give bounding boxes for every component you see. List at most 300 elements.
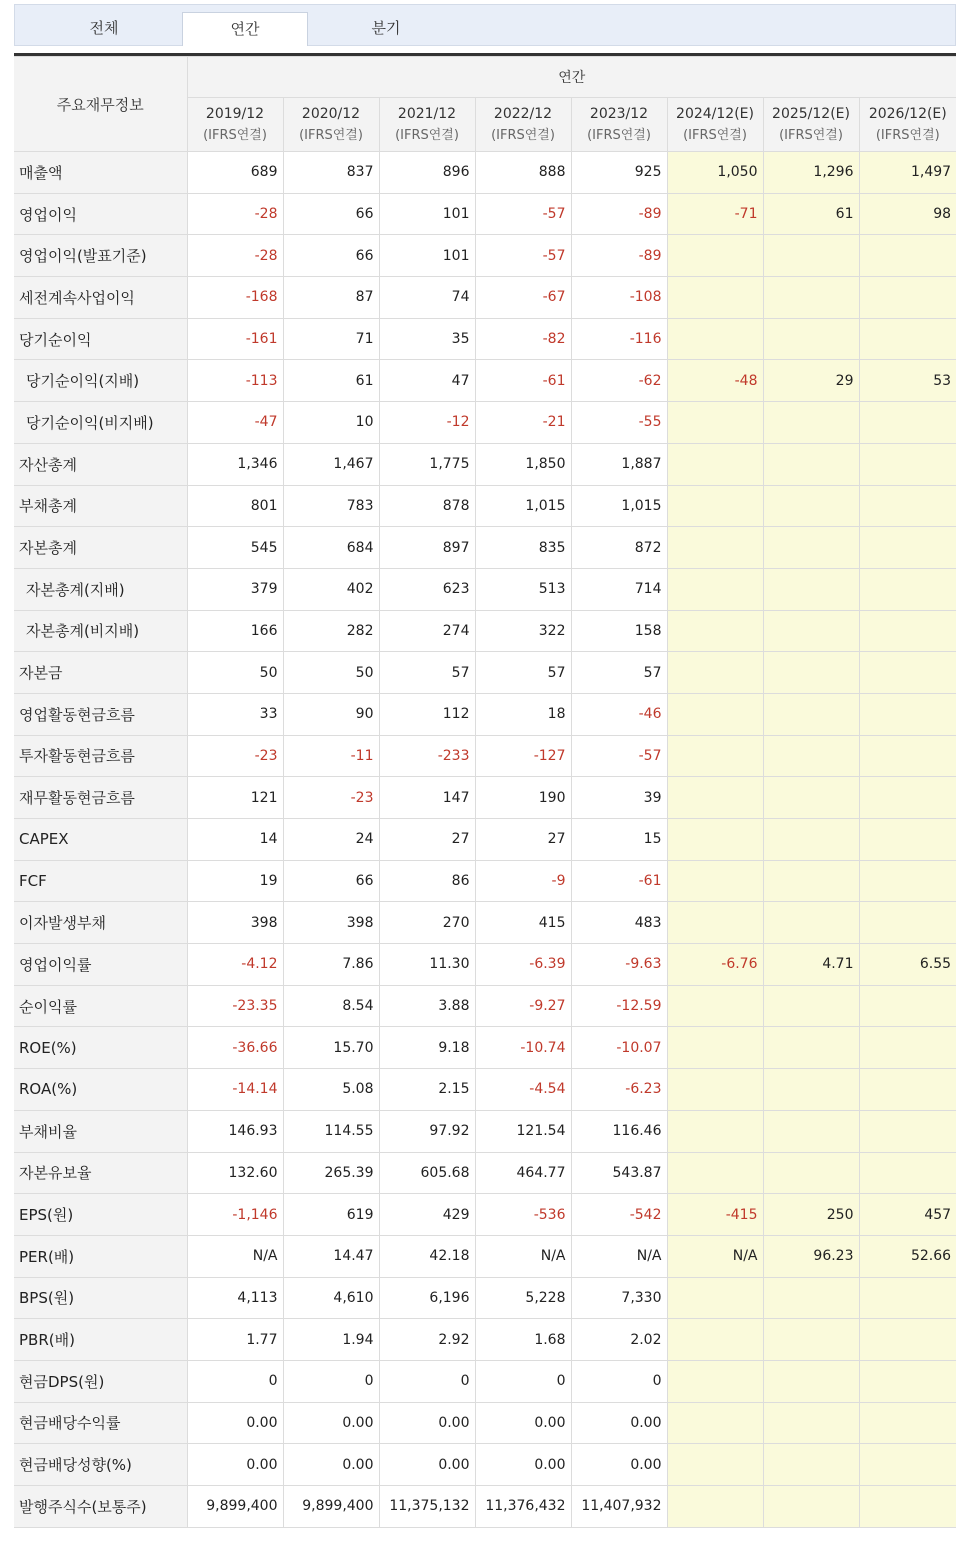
tab-quarterly[interactable]: 분기 (371, 19, 401, 37)
table-cell: 837 (283, 152, 379, 194)
table-cell: -4.12 (187, 944, 283, 986)
table-cell (859, 860, 956, 902)
table-cell: 415 (475, 902, 571, 944)
table-cell: -4.54 (475, 1069, 571, 1111)
table-cell: 190 (475, 777, 571, 819)
table-cell: -46 (571, 693, 667, 735)
table-row (14, 1069, 956, 1111)
table-cell (763, 693, 859, 735)
table-cell: 270 (379, 902, 475, 944)
table-cell: 61 (763, 193, 859, 235)
row-label: FCF (14, 860, 187, 902)
table-cell (763, 1277, 859, 1319)
table-row (14, 1235, 956, 1277)
table-cell: 6.55 (859, 944, 956, 986)
table-cell (859, 1110, 956, 1152)
column-basis: (IFRS연결) (203, 127, 267, 143)
table-cell: 66 (283, 193, 379, 235)
table-cell: -9.63 (571, 944, 667, 986)
column-basis: (IFRS연결) (395, 127, 459, 143)
column-header (379, 98, 475, 152)
table-cell: 87 (283, 277, 379, 319)
table-cell (667, 777, 763, 819)
table-cell: 116.46 (571, 1110, 667, 1152)
table-cell: 0.00 (475, 1444, 571, 1486)
table-cell: 322 (475, 610, 571, 652)
column-header (283, 98, 379, 152)
table-cell: 121 (187, 777, 283, 819)
table-row (14, 902, 956, 944)
column-header (475, 98, 571, 152)
table-cell: 402 (283, 568, 379, 610)
table-cell: -61 (571, 860, 667, 902)
table-cell: 543.87 (571, 1152, 667, 1194)
row-label: 영업활동현금흐름 (14, 693, 187, 735)
table-cell (763, 443, 859, 485)
table-cell: -67 (475, 277, 571, 319)
table-cell: 4,113 (187, 1277, 283, 1319)
table-cell (859, 693, 956, 735)
column-basis: (IFRS연결) (587, 127, 651, 143)
table-cell: -168 (187, 277, 283, 319)
table-cell: 274 (379, 610, 475, 652)
table-row (14, 1110, 956, 1152)
row-label: 이자발생부채 (14, 902, 187, 944)
table-cell: -9.27 (475, 985, 571, 1027)
table-cell (763, 1486, 859, 1528)
table-cell (763, 860, 859, 902)
row-label: 현금배당수익률 (14, 1402, 187, 1444)
table-cell: 0.00 (283, 1402, 379, 1444)
table-cell: -89 (571, 235, 667, 277)
table-cell: 14.47 (283, 1235, 379, 1277)
table-cell: 47 (379, 360, 475, 402)
table-cell (667, 235, 763, 277)
table-cell (763, 1152, 859, 1194)
table-cell: N/A (475, 1235, 571, 1277)
table-cell (667, 1110, 763, 1152)
table-cell: -6.23 (571, 1069, 667, 1111)
row-label: 영업이익 (14, 193, 187, 235)
column-period: 2023/12 (589, 105, 649, 122)
table-row (14, 1444, 956, 1486)
row-label: PBR(배) (14, 1319, 187, 1361)
table-cell: 1.68 (475, 1319, 571, 1361)
table-cell: 52.66 (859, 1235, 956, 1277)
table-cell: 19 (187, 860, 283, 902)
table-cell (667, 985, 763, 1027)
table-cell (763, 1027, 859, 1069)
table-cell: -23 (187, 735, 283, 777)
table-cell: 4,610 (283, 1277, 379, 1319)
table-cell: 1,296 (763, 152, 859, 194)
table-cell: -113 (187, 360, 283, 402)
table-cell: 925 (571, 152, 667, 194)
table-cell (763, 402, 859, 444)
column-basis: (IFRS연결) (875, 127, 940, 143)
table-cell: 10 (283, 402, 379, 444)
table-cell: 878 (379, 485, 475, 527)
table-cell: 146.93 (187, 1110, 283, 1152)
table-cell: 166 (187, 610, 283, 652)
table-cell: 66 (283, 235, 379, 277)
table-cell (859, 610, 956, 652)
column-basis: (IFRS연결) (779, 127, 843, 143)
table-cell: 147 (379, 777, 475, 819)
table-cell (859, 1027, 956, 1069)
table-cell: 250 (763, 1194, 859, 1236)
row-label: 재무활동현금흐름 (14, 777, 187, 819)
table-cell: 11,407,932 (571, 1486, 667, 1528)
column-period: 2021/12 (397, 105, 457, 122)
table-cell: 623 (379, 568, 475, 610)
table-row (14, 819, 956, 861)
tab-annual[interactable]: 연간 (182, 12, 308, 46)
table-cell (763, 1319, 859, 1361)
table-cell: 11,375,132 (379, 1486, 475, 1528)
table-cell: -23.35 (187, 985, 283, 1027)
table-cell (859, 902, 956, 944)
table-cell (763, 1444, 859, 1486)
table-cell: 1,346 (187, 443, 283, 485)
table-cell: -542 (571, 1194, 667, 1236)
table-cell: 1,015 (571, 485, 667, 527)
table-cell: -10.74 (475, 1027, 571, 1069)
table-cell (763, 1402, 859, 1444)
table-cell (859, 1402, 956, 1444)
table-cell (763, 610, 859, 652)
table-cell (667, 1152, 763, 1194)
table-cell (859, 318, 956, 360)
table-cell: 0.00 (571, 1444, 667, 1486)
table-cell: 74 (379, 277, 475, 319)
table-cell: -233 (379, 735, 475, 777)
row-label: 매출액 (14, 152, 187, 194)
column-basis: (IFRS연결) (491, 127, 555, 143)
row-label: ROE(%) (14, 1027, 187, 1069)
row-label: PER(배) (14, 1235, 187, 1277)
table-cell: 457 (859, 1194, 956, 1236)
column-period: 2026/12(E) (868, 105, 947, 122)
table-row (14, 1277, 956, 1319)
table-cell: 98 (859, 193, 956, 235)
table-cell (859, 652, 956, 694)
table-cell: 9,899,400 (283, 1486, 379, 1528)
table-cell: 33 (187, 693, 283, 735)
table-cell: 0 (571, 1360, 667, 1402)
table-cell (859, 235, 956, 277)
table-cell: 6,196 (379, 1277, 475, 1319)
table-cell (667, 693, 763, 735)
column-header (859, 98, 956, 152)
table-cell: 689 (187, 152, 283, 194)
table-cell: 86 (379, 860, 475, 902)
table-row (14, 1027, 956, 1069)
row-label: 자본총계(지배) (14, 568, 187, 610)
table-cell (859, 1360, 956, 1402)
table-row (14, 1402, 956, 1444)
table-cell: 1,467 (283, 443, 379, 485)
table-cell (763, 902, 859, 944)
table-cell: -415 (667, 1194, 763, 1236)
table-cell: 398 (187, 902, 283, 944)
table-cell (667, 819, 763, 861)
table-cell: -47 (187, 402, 283, 444)
table-cell: 1,497 (859, 152, 956, 194)
table-cell (859, 277, 956, 319)
table-row (14, 277, 956, 319)
table-cell: 3.88 (379, 985, 475, 1027)
tab-all[interactable]: 전체 (89, 19, 119, 37)
table-cell (859, 1069, 956, 1111)
table-cell: -21 (475, 402, 571, 444)
table-cell (763, 735, 859, 777)
table-cell (859, 485, 956, 527)
table-row (14, 402, 956, 444)
table-cell: -57 (475, 235, 571, 277)
table-cell: 90 (283, 693, 379, 735)
table-cell (667, 318, 763, 360)
table-row (14, 1360, 956, 1402)
table-cell: 7.86 (283, 944, 379, 986)
row-label: 세전계속사업이익 (14, 277, 187, 319)
row-label: BPS(원) (14, 1277, 187, 1319)
table-cell: -71 (667, 193, 763, 235)
table-cell: 132.60 (187, 1152, 283, 1194)
table-cell (667, 568, 763, 610)
table-cell: 888 (475, 152, 571, 194)
table-cell: 801 (187, 485, 283, 527)
table-cell: 101 (379, 235, 475, 277)
table-cell: 872 (571, 527, 667, 569)
row-label: 현금DPS(원) (14, 1360, 187, 1402)
table-cell: N/A (187, 1235, 283, 1277)
table-cell: -57 (571, 735, 667, 777)
column-header (763, 98, 859, 152)
table-cell: -108 (571, 277, 667, 319)
table-cell (667, 1277, 763, 1319)
table-row (14, 735, 956, 777)
table-cell: 5.08 (283, 1069, 379, 1111)
table-cell (763, 985, 859, 1027)
table-row (14, 693, 956, 735)
table-cell (763, 318, 859, 360)
table-cell (859, 819, 956, 861)
table-cell: 27 (379, 819, 475, 861)
table-cell: -28 (187, 235, 283, 277)
table-cell: 835 (475, 527, 571, 569)
table-row (14, 777, 956, 819)
table-cell: 101 (379, 193, 475, 235)
table-cell (859, 527, 956, 569)
table-cell: -6.76 (667, 944, 763, 986)
table-cell: -9 (475, 860, 571, 902)
table-cell (763, 819, 859, 861)
column-basis: (IFRS연결) (299, 127, 363, 143)
table-cell (859, 1277, 956, 1319)
table-cell: 282 (283, 610, 379, 652)
column-period: 2020/12 (301, 105, 361, 122)
table-cell (667, 610, 763, 652)
table-cell (667, 1486, 763, 1528)
table-cell: -28 (187, 193, 283, 235)
table-cell (763, 652, 859, 694)
table-cell: -23 (283, 777, 379, 819)
table-cell: 14 (187, 819, 283, 861)
table-cell (763, 277, 859, 319)
table-cell: 9,899,400 (187, 1486, 283, 1528)
table-cell: 15.70 (283, 1027, 379, 1069)
table-cell: 1,050 (667, 152, 763, 194)
table-row (14, 985, 956, 1027)
table-cell: -48 (667, 360, 763, 402)
row-label: EPS(원) (14, 1194, 187, 1236)
table-row (14, 1319, 956, 1361)
column-basis: (IFRS연결) (683, 127, 747, 143)
table-cell: 0.00 (283, 1444, 379, 1486)
row-header-title: 주요재무정보 (14, 57, 187, 152)
table-cell (667, 652, 763, 694)
table-cell: 0 (187, 1360, 283, 1402)
table-row (14, 318, 956, 360)
table-cell: -1,146 (187, 1194, 283, 1236)
column-period: 2019/12 (205, 105, 265, 122)
table-cell: 783 (283, 485, 379, 527)
column-period: 2024/12(E) (676, 105, 754, 122)
row-label: 당기순이익(비지배) (14, 402, 187, 444)
table-row (14, 152, 956, 194)
row-label: 영업이익률 (14, 944, 187, 986)
table-cell: 39 (571, 777, 667, 819)
table-cell: -89 (571, 193, 667, 235)
row-label: 자본총계 (14, 527, 187, 569)
table-cell: 513 (475, 568, 571, 610)
table-cell (763, 568, 859, 610)
table-cell: 605.68 (379, 1152, 475, 1194)
table-cell: 379 (187, 568, 283, 610)
table-cell (859, 1486, 956, 1528)
table-cell (763, 485, 859, 527)
table-cell: 2.15 (379, 1069, 475, 1111)
table-cell: 53 (859, 360, 956, 402)
column-header (187, 98, 283, 152)
table-cell: 483 (571, 902, 667, 944)
table-cell: -12 (379, 402, 475, 444)
table-cell: 11.30 (379, 944, 475, 986)
table-row (14, 1152, 956, 1194)
table-cell (667, 527, 763, 569)
table-cell: -116 (571, 318, 667, 360)
table-cell (859, 985, 956, 1027)
table-cell: 0.00 (571, 1402, 667, 1444)
table-cell: 7,330 (571, 1277, 667, 1319)
table-cell: 114.55 (283, 1110, 379, 1152)
table-cell: -6.39 (475, 944, 571, 986)
table-row (14, 360, 956, 402)
table-cell (667, 1402, 763, 1444)
table-cell (859, 735, 956, 777)
table-cell (859, 402, 956, 444)
table-cell (763, 1110, 859, 1152)
table-cell: 1.94 (283, 1319, 379, 1361)
table-cell: 42.18 (379, 1235, 475, 1277)
table-cell (859, 1152, 956, 1194)
table-cell: 0.00 (187, 1402, 283, 1444)
table-cell: 15 (571, 819, 667, 861)
table-cell: -12.59 (571, 985, 667, 1027)
table-cell: 4.71 (763, 944, 859, 986)
table-cell (763, 777, 859, 819)
row-label: 현금배당성향(%) (14, 1444, 187, 1486)
period-tabs (14, 4, 956, 46)
table-cell: 61 (283, 360, 379, 402)
table-cell: N/A (571, 1235, 667, 1277)
table-cell: 1,775 (379, 443, 475, 485)
table-cell: 158 (571, 610, 667, 652)
table-cell: 464.77 (475, 1152, 571, 1194)
row-label: ROA(%) (14, 1069, 187, 1111)
table-row (14, 443, 956, 485)
table-row (14, 1194, 956, 1236)
table-cell: 97.92 (379, 1110, 475, 1152)
table-cell: -36.66 (187, 1027, 283, 1069)
table-cell (667, 485, 763, 527)
row-label: 자본총계(비지배) (14, 610, 187, 652)
table-row (14, 860, 956, 902)
table-cell: 1.77 (187, 1319, 283, 1361)
table-cell (763, 235, 859, 277)
table-cell: 50 (283, 652, 379, 694)
table-cell: 57 (571, 652, 667, 694)
table-cell: 429 (379, 1194, 475, 1236)
row-label: CAPEX (14, 819, 187, 861)
table-cell: -61 (475, 360, 571, 402)
table-cell: 0.00 (379, 1402, 475, 1444)
table-cell: 57 (379, 652, 475, 694)
table-cell: 896 (379, 152, 475, 194)
row-label: 자본금 (14, 652, 187, 694)
table-cell: 27 (475, 819, 571, 861)
table-cell (667, 1444, 763, 1486)
table-cell: -536 (475, 1194, 571, 1236)
table-cell: 0 (379, 1360, 475, 1402)
table-cell: 0 (283, 1360, 379, 1402)
table-cell: 1,887 (571, 443, 667, 485)
table-cell: -10.07 (571, 1027, 667, 1069)
table-cell: 2.92 (379, 1319, 475, 1361)
row-label: 자산총계 (14, 443, 187, 485)
table-cell: 684 (283, 527, 379, 569)
table-row (14, 944, 956, 986)
row-label: 당기순이익 (14, 318, 187, 360)
row-label: 영업이익(발표기준) (14, 235, 187, 277)
financial-summary-table (14, 56, 956, 1528)
table-cell: 0.00 (475, 1402, 571, 1444)
table-cell (859, 1444, 956, 1486)
table-row (14, 485, 956, 527)
table-cell (859, 1319, 956, 1361)
table-cell: 619 (283, 1194, 379, 1236)
table-cell: -57 (475, 193, 571, 235)
table-cell: 265.39 (283, 1152, 379, 1194)
column-period: 2022/12 (493, 105, 553, 122)
table-cell: 24 (283, 819, 379, 861)
table-cell: 50 (187, 652, 283, 694)
table-cell (667, 902, 763, 944)
table-cell: 112 (379, 693, 475, 735)
table-cell: 2.02 (571, 1319, 667, 1361)
row-label: 당기순이익(지배) (14, 360, 187, 402)
